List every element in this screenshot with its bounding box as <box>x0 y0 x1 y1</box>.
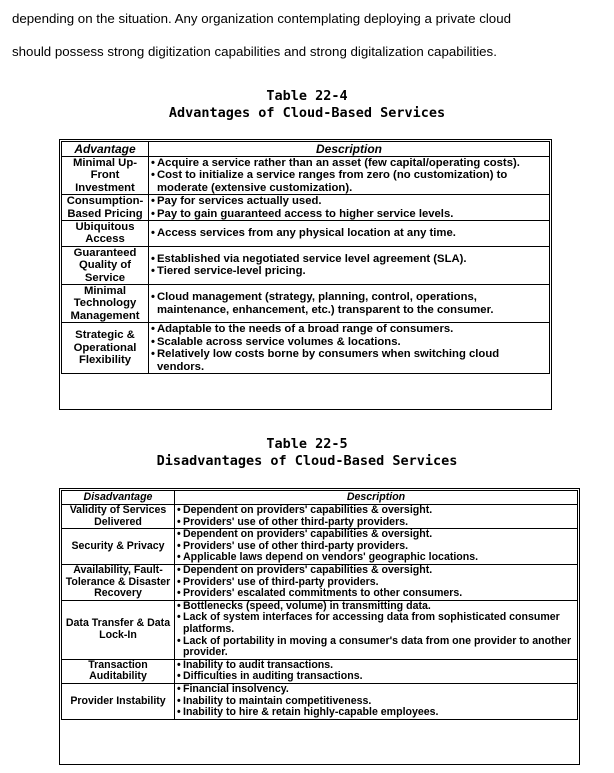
description-bullet: • Bottlenecks (speed, volume) in transmitting data. <box>177 601 575 613</box>
row-label: Guaranteed Quality of Service <box>62 246 149 284</box>
row-description <box>149 246 550 284</box>
description-bullet: • Inability to audit transactions. <box>177 660 575 672</box>
description-bullet: • Inability to maintain competitiveness. <box>177 696 575 708</box>
description-bullet: • Financial insolvency. <box>177 684 575 696</box>
table-row <box>62 505 578 529</box>
description-bullet: • Providers' escalated commitments to other consumers. <box>177 588 575 600</box>
description-bullet: • Relatively low costs borne by consumers when switching cloud vendors. <box>151 348 547 373</box>
description-header: Description <box>175 491 578 505</box>
description-bullet: • Established via negotiated service level agreement (SLA). <box>151 253 547 265</box>
description-bullet: • Pay for services actually used. <box>151 195 547 207</box>
table-row <box>62 529 578 565</box>
table-row <box>62 195 550 221</box>
row-description <box>149 323 550 374</box>
row-label: Data Transfer & Data Lock-In <box>62 600 175 659</box>
row-description <box>175 564 578 600</box>
row-label: Ubiquitous Access <box>62 221 149 247</box>
row-label: Validity of Services Delivered <box>62 505 175 529</box>
table-row <box>62 683 578 719</box>
description-bullet: • Dependent on providers' capabilities & oversight. <box>177 505 575 517</box>
row-label: Availability, Fault-Tolerance & Disaster Recovery <box>62 564 175 600</box>
table2-caption <box>0 436 614 470</box>
description-bullet: • Difficulties in auditing transactions. <box>177 671 575 683</box>
description-header: Description <box>149 142 550 157</box>
description-bullet: • Dependent on providers' capabilities & oversight. <box>177 565 575 577</box>
table-row <box>62 323 550 374</box>
description-bullet: • Access services from any physical location at any time. <box>151 227 547 239</box>
table1-title: Advantages of Cloud-Based Services <box>168 105 446 121</box>
description-bullet: • Providers' use of other third-party providers. <box>177 541 575 553</box>
row-label: Security & Privacy <box>62 529 175 565</box>
body-paragraph <box>12 2 608 68</box>
table-row <box>62 157 550 195</box>
row-label: Consumption-Based Pricing <box>62 195 149 221</box>
description-bullet: • Pay to gain guaranteed access to higher service levels. <box>151 208 547 220</box>
row-label: Strategic & Operational Flexibility <box>62 323 149 374</box>
row-description <box>175 659 578 683</box>
description-bullet: • Lack of portability in moving a consumer's data from one provider to another provider. <box>177 636 575 659</box>
row-description <box>175 529 578 565</box>
description-bullet: • Adaptable to the needs of a broad range of consumers. <box>151 323 547 335</box>
description-bullet: • Cost to initialize a service ranges from zero (no customization) to moderate (extensive customization). <box>151 169 547 194</box>
description-bullet: • Dependent on providers' capabilities & oversight. <box>177 529 575 541</box>
table2-number: Table 22-5 <box>266 436 348 452</box>
description-bullet: • Providers' use of third-party providers. <box>177 577 575 589</box>
table1-caption <box>0 88 614 122</box>
row-description <box>175 683 578 719</box>
description-bullet: • Lack of system interfaces for accessing data from sophisticated consumer platforms. <box>177 612 575 635</box>
row-description <box>149 195 550 221</box>
row-description <box>149 285 550 323</box>
row-label: Transaction Auditability <box>62 659 175 683</box>
table-header-row <box>62 142 550 157</box>
row-description <box>175 505 578 529</box>
row-label: Provider Instability <box>62 683 175 719</box>
row-label: Minimal Up-Front Investment <box>62 157 149 195</box>
table1-number: Table 22-4 <box>266 88 348 104</box>
table-row <box>62 221 550 247</box>
table-row <box>62 246 550 284</box>
paragraph-line: should possess strong digitization capabilities and strong digitalization capabilities. <box>12 44 497 59</box>
row-description <box>149 157 550 195</box>
advantage-header: Advantage <box>62 142 149 157</box>
advantages-table <box>61 141 550 374</box>
description-bullet: • Scalable across service volumes & locations. <box>151 336 547 348</box>
row-description <box>149 221 550 247</box>
disadvantages-table <box>61 490 578 720</box>
description-bullet: • Acquire a service rather than an asset (few capital/operating costs). <box>151 157 547 169</box>
description-bullet: • Tiered service-level pricing. <box>151 265 547 277</box>
table-row <box>62 659 578 683</box>
paragraph-line: depending on the situation. Any organization contemplating deploying a private cloud <box>12 11 511 26</box>
description-bullet: • Applicable laws depend on vendors' geographic locations. <box>177 552 575 564</box>
table-row <box>62 564 578 600</box>
row-label: Minimal Technology Management <box>62 285 149 323</box>
description-bullet: • Cloud management (strategy, planning, control, operations, maintenance, enhancement, etc.) transparent to the consumer. <box>151 291 547 316</box>
table-row <box>62 285 550 323</box>
table-header-row <box>62 491 578 505</box>
description-bullet: • Inability to hire & retain highly-capable employees. <box>177 707 575 719</box>
disadvantage-header: Disadvantage <box>62 491 175 505</box>
table-row <box>62 600 578 659</box>
description-bullet: • Providers' use of other third-party providers. <box>177 517 575 529</box>
row-description <box>175 600 578 659</box>
table2-title: Disadvantages of Cloud-Based Services <box>156 453 458 469</box>
